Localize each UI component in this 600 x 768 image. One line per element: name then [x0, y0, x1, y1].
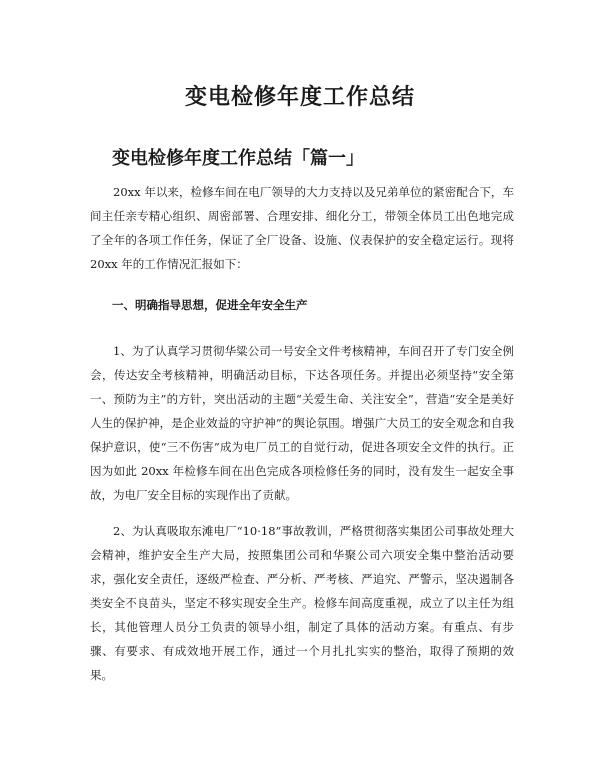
item-two-paragraph: 2、为认真吸取东滩电厂“10·18”事故教训，严格贯彻落实集团公司事故处理大会精神，维护安全生产大局，按照集团公司和华聚公司六项安全集中整治活动要求，强化安全责任，逐级严检查、严分析、严考核、严追究、严警示，坚决遏制各类安全不良苗头，坚定不移实现安全生产。检修车间高度重视，成立了以主任为组长，其他管理人员分工负责的领导小组，制定了具体的活动方案。有重点、有步骤、有要求、有成效地开展工作，通过一个月扎扎实实的整治，取得了预期的效果。 — [90, 524, 514, 682]
intro-paragraph: 20xx 年以来，检修车间在电厂领导的大力支持以及兄弟单位的紧密配合下，车间主任亲专精心组织、周密部署、合理安排、细化分工，带领全体员工出色地完成了全年的各项工作任务，保证了全厂设备、设施、仪表保护的安全稳定运行。现将 20xx 年的工作情况汇报如下： — [90, 185, 514, 271]
document-title: 变电检修年度工作总结 — [184, 84, 415, 110]
item-one-paragraph: 1、为了认真学习贯彻华粱公司一号安全文件考核精神，车间召开了专门安全例会，传达安全考核精神，明确活动目标，下达各项任务。并提出必须坚持“安全第一、预防为主”的方针，突出活动的主题“关爱生命、关注安全”，营造“安全是美好人生的保护神，是企业效益的守护神”的舆论氛围。增强广大员工的安全观念和自我保护意识，使“三不伤害”成为电厂员工的自觉行动，促进各项安全文件的执行。正因为如此 20xx 年检修车间在出色完成各项检修任务的同时，没有发生一起安全事故，为电厂安全目标的实现作出了贡献。 — [90, 344, 514, 502]
heading-one: 一、明确指导思想，促进全年安全生产 — [112, 298, 308, 312]
section-title: 变电检修年度工作总结「篇一」 — [112, 148, 364, 169]
